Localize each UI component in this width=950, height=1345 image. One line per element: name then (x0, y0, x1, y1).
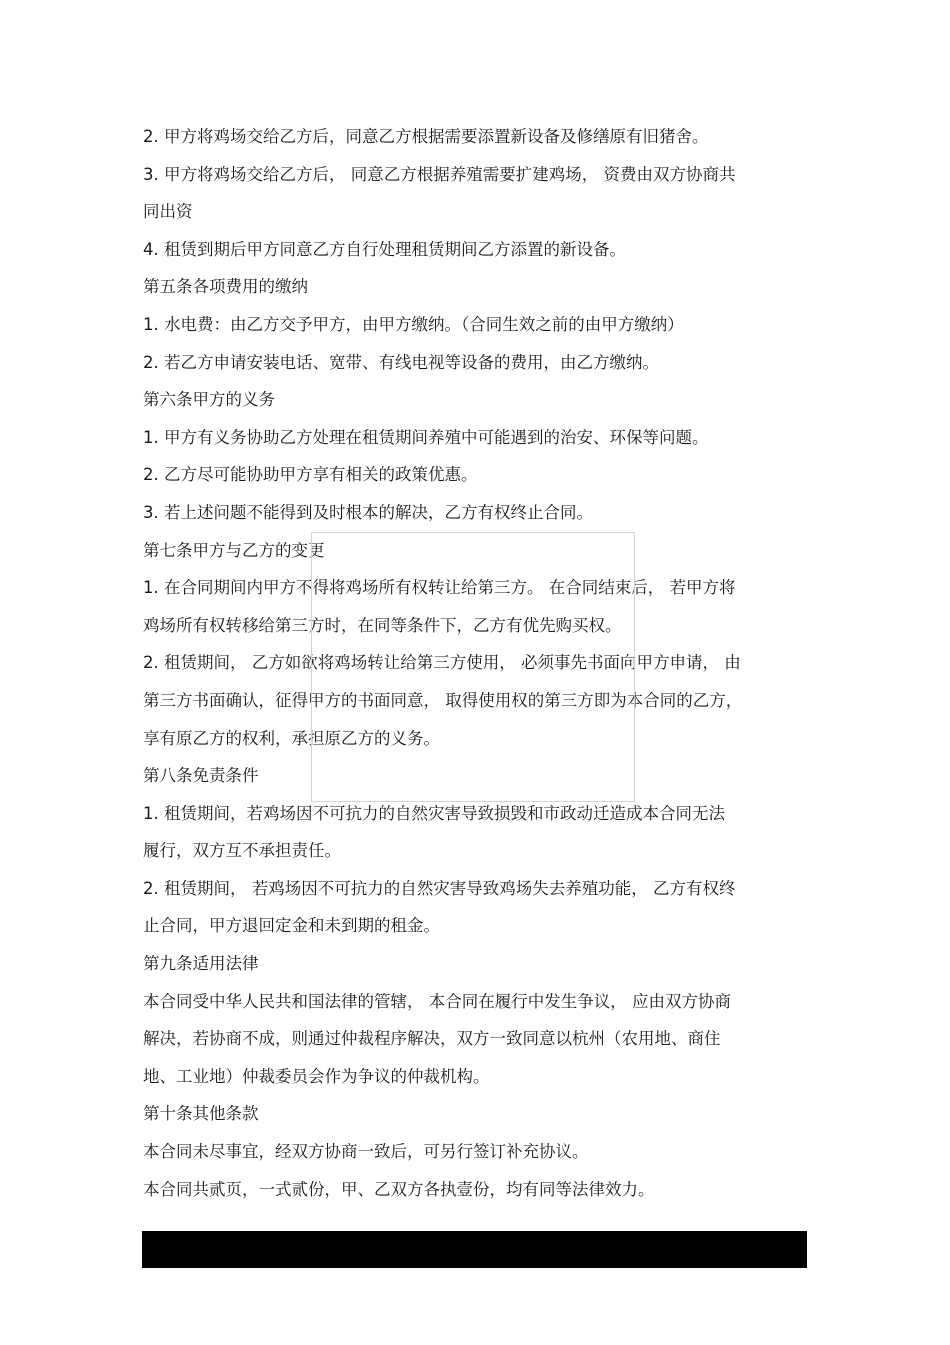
text-line: 本合同共贰页，一式贰份，甲、乙双方各执壹份，均有同等法律效力。 (143, 1179, 655, 1199)
text-line: 履行，双方互不承担责任。 (143, 841, 341, 861)
section-heading: 第九条适用法律 (143, 954, 259, 974)
text-line: 1. 租赁期间，若鸡场因不可抗力的自然灾害导致损毁和市政动迁造成本合同无法 (143, 803, 725, 823)
text-line: 1. 甲方有义务协助乙方处理在租赁期间养殖中可能遇到的治安、环保等问题。 (143, 427, 709, 447)
text-line: 止合同，甲方退回定金和未到期的租金。 (143, 916, 440, 936)
footer-black-bar (142, 1231, 807, 1268)
text-line: 2. 租赁期间， 若鸡场因不可抗力的自然灾害导致鸡场失去养殖功能， 乙方有权终 (143, 878, 736, 898)
document-body (143, 118, 813, 1208)
section-heading: 第六条甲方的义务 (143, 390, 275, 410)
text-line: 鸡场所有权转移给第三方时，在同等条件下，乙方有优先购买权。 (143, 615, 622, 635)
text-line: 2. 租赁期间， 乙方如欲将鸡场转让给第三方使用， 必须事先书面向甲方申请， 由 (143, 653, 741, 673)
text-line: 第三方书面确认，征得甲方的书面同意， 取得使用权的第三方即为本合同的乙方， (143, 690, 743, 710)
text-line: 解决，若协商不成，则通过仲裁程序解决，双方一致同意以杭州（农用地、商住 (143, 1029, 721, 1049)
text-line: 2. 若乙方申请安装电话、宽带、有线电视等设备的费用，由乙方缴纳。 (143, 352, 659, 372)
section-heading: 第五条各项费用的缴纳 (143, 277, 308, 297)
text-line: 地、工业地）仲裁委员会作为争议的仲裁机构。 (143, 1066, 490, 1086)
text-line: 同出资 (143, 202, 193, 222)
text-line: 3. 若上述问题不能得到及时根本的解决，乙方有权终止合同。 (143, 502, 593, 522)
text-line: 3. 甲方将鸡场交给乙方后， 同意乙方根据养殖需要扩建鸡场， 资费由双方协商共 (143, 164, 736, 184)
text-line: 2. 甲方将鸡场交给乙方后，同意乙方根据需要添置新设备及修缮原有旧猪舍。 (143, 127, 709, 146)
text-line: 1. 在合同期间内甲方不得将鸡场所有权转让给第三方。 在合同结束后， 若甲方将 (143, 578, 736, 598)
text-line: 1. 水电费：由乙方交予甲方，由甲方缴纳。（合同生效之前的由甲方缴纳） (143, 314, 684, 334)
section-heading: 第十条其他条款 (143, 1104, 259, 1124)
text-line: 享有原乙方的权利，承担原乙方的义务。 (143, 728, 440, 748)
text-line: 4. 租赁到期后甲方同意乙方自行处理租赁期间乙方添置的新设备。 (143, 239, 626, 259)
section-heading: 第七条甲方与乙方的变更 (143, 540, 325, 560)
section-heading: 第八条免责条件 (143, 766, 259, 786)
text-line: 2. 乙方尽可能协助甲方享有相关的政策优惠。 (143, 465, 478, 485)
text-line: 本合同未尽事宜，经双方协商一致后，可另行签订补充协议。 (143, 1142, 589, 1162)
text-line: 本合同受中华人民共和国法律的管辖， 本合同在履行中发生争议， 应由双方协商 (143, 991, 731, 1011)
